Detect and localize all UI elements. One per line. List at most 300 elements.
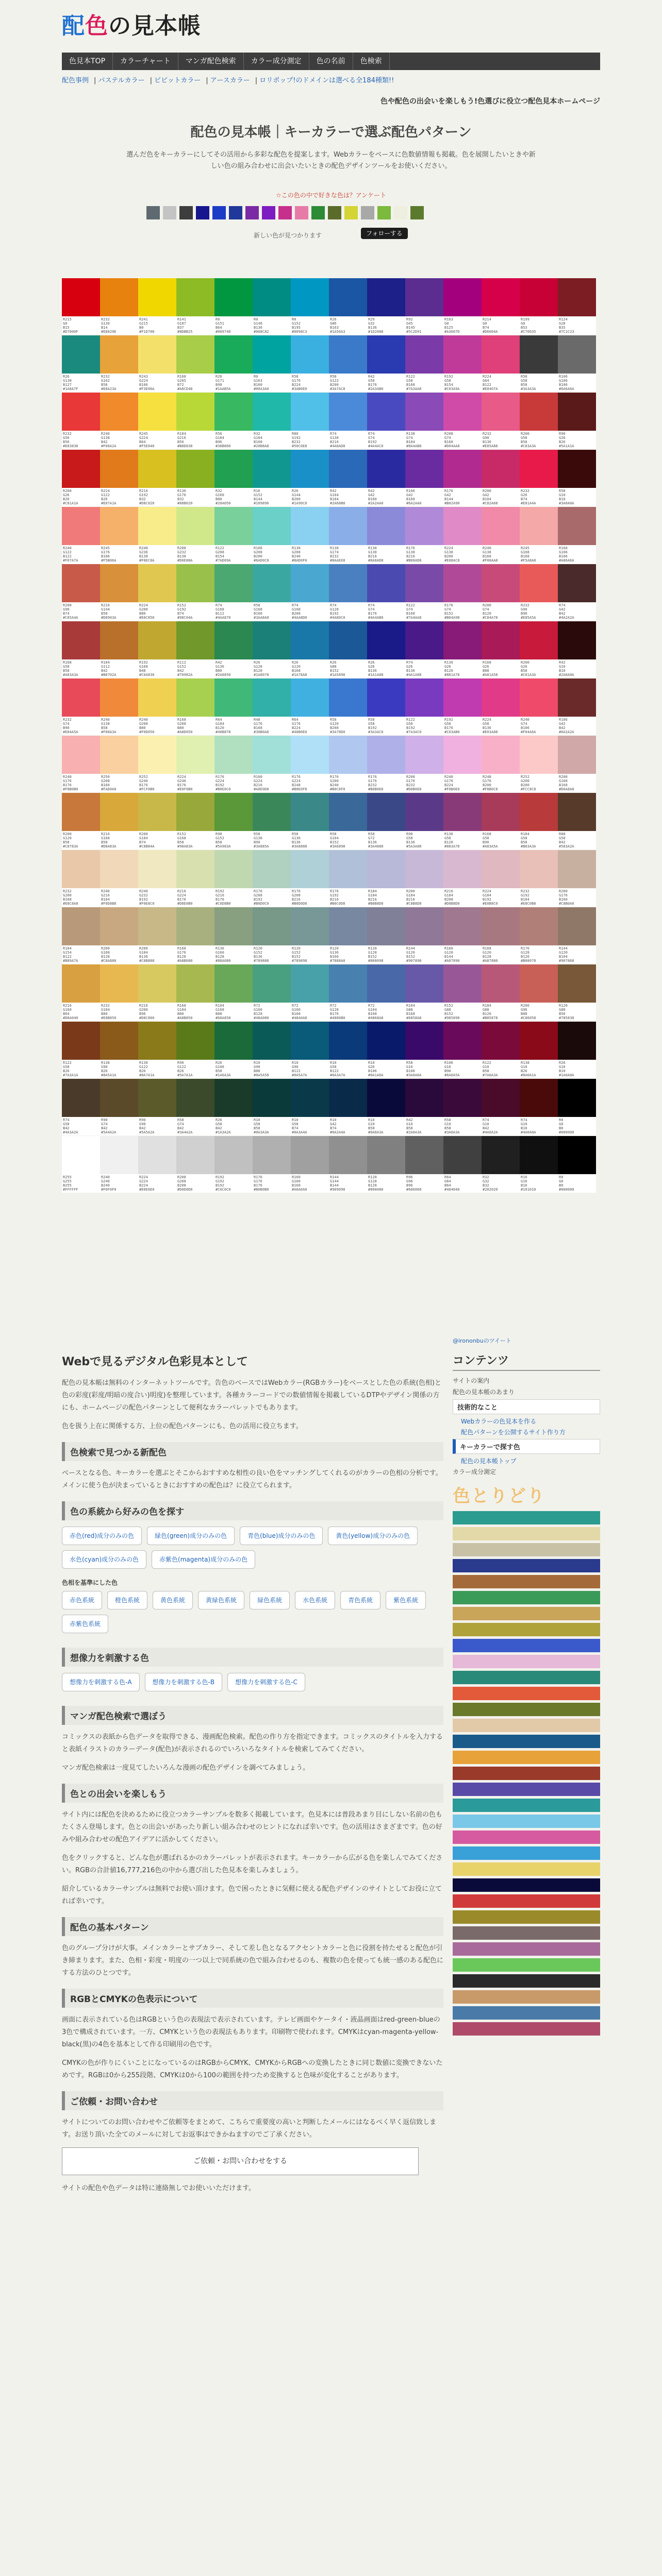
swatch-color[interactable] xyxy=(138,507,176,545)
swatch-color[interactable] xyxy=(138,1136,176,1174)
color-swatch[interactable] xyxy=(482,793,520,850)
sidebar-color-bar[interactable] xyxy=(453,1559,600,1572)
swatch-color[interactable] xyxy=(405,621,443,659)
color-swatch[interactable] xyxy=(176,1136,214,1193)
hue-magenta-button[interactable]: 赤紫色系統 xyxy=(62,1615,108,1633)
tweet-link[interactable]: @irononbuのツイート xyxy=(453,1337,511,1344)
favorite-color-swatch[interactable] xyxy=(328,206,341,219)
color-swatch[interactable] xyxy=(405,335,443,392)
swatch-color[interactable] xyxy=(443,964,482,1003)
sidebar-color-bar[interactable] xyxy=(453,1543,600,1556)
swatch-color[interactable] xyxy=(138,850,176,888)
color-swatch[interactable] xyxy=(291,736,329,792)
color-swatch[interactable] xyxy=(329,278,367,335)
color-swatch[interactable] xyxy=(520,335,558,392)
sidebar-sub-link[interactable]: Webカラーの色見本を作る xyxy=(461,1418,537,1425)
color-swatch[interactable] xyxy=(62,507,100,564)
swatch-color[interactable] xyxy=(405,964,443,1003)
color-swatch[interactable] xyxy=(291,564,329,621)
swatch-color[interactable] xyxy=(138,1079,176,1117)
swatch-color[interactable] xyxy=(520,393,558,431)
swatch-color[interactable] xyxy=(214,907,253,945)
swatch-color[interactable] xyxy=(62,964,100,1003)
color-swatch[interactable] xyxy=(482,621,520,678)
swatch-color[interactable] xyxy=(176,335,214,374)
color-swatch[interactable] xyxy=(520,793,558,850)
color-swatch[interactable] xyxy=(520,736,558,792)
color-swatch[interactable] xyxy=(138,393,176,449)
color-swatch[interactable] xyxy=(138,850,176,907)
color-swatch[interactable] xyxy=(558,621,596,678)
swatch-color[interactable] xyxy=(291,621,329,659)
swatch-color[interactable] xyxy=(176,793,214,831)
swatch-color[interactable] xyxy=(367,507,405,545)
color-swatch[interactable] xyxy=(329,964,367,1021)
swatch-color[interactable] xyxy=(443,507,482,545)
color-swatch[interactable] xyxy=(138,450,176,506)
swatch-color[interactable] xyxy=(138,278,176,316)
color-swatch[interactable] xyxy=(214,907,253,964)
swatch-color[interactable] xyxy=(482,964,520,1003)
color-swatch[interactable] xyxy=(367,450,405,506)
color-swatch[interactable] xyxy=(482,450,520,506)
swatch-color[interactable] xyxy=(443,278,482,316)
swatch-color[interactable] xyxy=(520,335,558,374)
color-swatch[interactable] xyxy=(214,621,253,678)
swatch-color[interactable] xyxy=(405,1079,443,1117)
color-swatch[interactable] xyxy=(138,793,176,850)
swatch-color[interactable] xyxy=(100,621,138,659)
swatch-color[interactable] xyxy=(520,850,558,888)
swatch-color[interactable] xyxy=(253,679,291,717)
color-swatch[interactable] xyxy=(100,335,138,392)
swatch-color[interactable] xyxy=(253,621,291,659)
swatch-color[interactable] xyxy=(443,679,482,717)
sidebar-color-bar[interactable] xyxy=(453,1990,600,2004)
swatch-color[interactable] xyxy=(367,393,405,431)
sidebar-color-bar[interactable] xyxy=(453,1910,600,1924)
swatch-color[interactable] xyxy=(214,850,253,888)
swatch-color[interactable] xyxy=(62,621,100,659)
swatch-color[interactable] xyxy=(253,1079,291,1117)
sidebar-color-bar[interactable] xyxy=(453,1815,600,1828)
swatch-color[interactable] xyxy=(176,564,214,602)
favorite-color-swatch[interactable] xyxy=(245,206,259,219)
swatch-color[interactable] xyxy=(176,1136,214,1174)
color-swatch[interactable] xyxy=(482,1136,520,1193)
color-swatch[interactable] xyxy=(176,850,214,907)
color-swatch[interactable] xyxy=(253,621,291,678)
color-swatch[interactable] xyxy=(62,564,100,621)
swatch-color[interactable] xyxy=(138,907,176,945)
color-swatch[interactable] xyxy=(405,278,443,335)
swatch-color[interactable] xyxy=(558,736,596,774)
color-swatch[interactable] xyxy=(482,335,520,392)
favorite-color-swatch[interactable] xyxy=(344,206,358,219)
swatch-color[interactable] xyxy=(291,964,329,1003)
favorite-color-swatch[interactable] xyxy=(212,206,226,219)
swatch-color[interactable] xyxy=(520,1022,558,1060)
swatch-color[interactable] xyxy=(291,736,329,774)
color-swatch[interactable] xyxy=(291,1022,329,1078)
swatch-color[interactable] xyxy=(329,278,367,316)
color-swatch[interactable] xyxy=(367,736,405,792)
color-swatch[interactable] xyxy=(253,679,291,735)
color-swatch[interactable] xyxy=(62,450,100,506)
sidebar-color-bar[interactable] xyxy=(453,1687,600,1700)
swatch-color[interactable] xyxy=(482,1079,520,1117)
color-swatch[interactable] xyxy=(558,1079,596,1136)
swatch-color[interactable] xyxy=(405,450,443,488)
sidebar-color-bar[interactable] xyxy=(453,1671,600,1684)
color-swatch[interactable] xyxy=(405,1079,443,1136)
swatch-color[interactable] xyxy=(62,736,100,774)
swatch-color[interactable] xyxy=(253,964,291,1003)
color-swatch[interactable] xyxy=(291,850,329,907)
color-swatch[interactable] xyxy=(329,1079,367,1136)
sidebar-box-keycolor[interactable]: キーカラーで探す色 xyxy=(453,1439,600,1454)
swatch-color[interactable] xyxy=(176,278,214,316)
swatch-color[interactable] xyxy=(482,907,520,945)
color-swatch[interactable] xyxy=(176,1022,214,1078)
swatch-color[interactable] xyxy=(100,335,138,374)
color-swatch[interactable] xyxy=(253,278,291,335)
swatch-color[interactable] xyxy=(520,1079,558,1117)
swatch-color[interactable] xyxy=(482,393,520,431)
color-swatch[interactable] xyxy=(62,278,100,335)
swatch-color[interactable] xyxy=(291,907,329,945)
swatch-color[interactable] xyxy=(329,621,367,659)
magenta-component-button[interactable]: 赤紫色(magenta)成分のみの色 xyxy=(152,1550,255,1569)
swatch-color[interactable] xyxy=(482,507,520,545)
color-swatch[interactable] xyxy=(520,1136,558,1193)
color-swatch[interactable] xyxy=(176,907,214,964)
swatch-color[interactable] xyxy=(62,793,100,831)
color-swatch[interactable] xyxy=(405,793,443,850)
favorite-color-swatch[interactable] xyxy=(311,206,325,219)
color-swatch[interactable] xyxy=(367,1022,405,1078)
swatch-color[interactable] xyxy=(405,278,443,316)
follow-button[interactable]: フォローする xyxy=(361,228,408,239)
color-swatch[interactable] xyxy=(367,793,405,850)
swatch-color[interactable] xyxy=(558,450,596,488)
color-swatch[interactable] xyxy=(520,1022,558,1078)
swatch-color[interactable] xyxy=(100,679,138,717)
color-swatch[interactable] xyxy=(214,736,253,792)
swatch-color[interactable] xyxy=(62,335,100,374)
swatch-color[interactable] xyxy=(367,1079,405,1117)
color-swatch[interactable] xyxy=(100,964,138,1021)
swatch-color[interactable] xyxy=(176,621,214,659)
color-swatch[interactable] xyxy=(367,907,405,964)
color-swatch[interactable] xyxy=(329,1136,367,1193)
swatch-color[interactable] xyxy=(138,393,176,431)
swatch-color[interactable] xyxy=(443,850,482,888)
contact-button[interactable]: ご依頼・お問い合わせをする xyxy=(62,2147,419,2175)
favorite-color-swatch[interactable] xyxy=(229,206,242,219)
swatch-color[interactable] xyxy=(443,564,482,602)
color-swatch[interactable] xyxy=(482,1022,520,1078)
color-swatch[interactable] xyxy=(291,964,329,1021)
swatch-color[interactable] xyxy=(329,564,367,602)
color-swatch[interactable] xyxy=(558,450,596,506)
color-swatch[interactable] xyxy=(291,1136,329,1193)
color-swatch[interactable] xyxy=(138,964,176,1021)
color-swatch[interactable] xyxy=(100,1079,138,1136)
color-swatch[interactable] xyxy=(100,278,138,335)
swatch-color[interactable] xyxy=(176,1079,214,1117)
color-swatch[interactable] xyxy=(176,736,214,792)
color-swatch[interactable] xyxy=(405,907,443,964)
subnav-examples[interactable]: 配色事例 xyxy=(62,77,89,84)
color-swatch[interactable] xyxy=(405,1022,443,1078)
color-swatch[interactable] xyxy=(100,907,138,964)
swatch-color[interactable] xyxy=(214,507,253,545)
color-swatch[interactable] xyxy=(367,964,405,1021)
hue-green-button[interactable]: 緑色系統 xyxy=(250,1591,290,1609)
color-swatch[interactable] xyxy=(253,907,291,964)
color-swatch[interactable] xyxy=(138,278,176,335)
swatch-color[interactable] xyxy=(520,793,558,831)
sidebar-color-bar[interactable] xyxy=(453,1878,600,1892)
color-swatch[interactable] xyxy=(558,1022,596,1078)
swatch-color[interactable] xyxy=(520,621,558,659)
swatch-color[interactable] xyxy=(482,278,520,316)
swatch-color[interactable] xyxy=(405,1022,443,1060)
color-swatch[interactable] xyxy=(329,564,367,621)
subnav-vivid[interactable]: ビビットカラー xyxy=(154,77,201,84)
color-swatch[interactable] xyxy=(176,1079,214,1136)
color-swatch[interactable] xyxy=(100,507,138,564)
swatch-color[interactable] xyxy=(558,1079,596,1117)
color-swatch[interactable] xyxy=(329,736,367,792)
color-swatch[interactable] xyxy=(214,564,253,621)
color-swatch[interactable] xyxy=(520,450,558,506)
swatch-color[interactable] xyxy=(520,564,558,602)
color-swatch[interactable] xyxy=(100,793,138,850)
swatch-color[interactable] xyxy=(62,278,100,316)
sidebar-color-bar[interactable] xyxy=(453,1751,600,1764)
hue-cyan-button[interactable]: 水色系統 xyxy=(295,1591,335,1609)
swatch-color[interactable] xyxy=(138,736,176,774)
swatch-color[interactable] xyxy=(443,393,482,431)
swatch-color[interactable] xyxy=(176,850,214,888)
swatch-color[interactable] xyxy=(62,450,100,488)
swatch-color[interactable] xyxy=(62,1022,100,1060)
swatch-color[interactable] xyxy=(405,793,443,831)
swatch-color[interactable] xyxy=(367,907,405,945)
swatch-color[interactable] xyxy=(291,564,329,602)
color-swatch[interactable] xyxy=(329,450,367,506)
swatch-color[interactable] xyxy=(138,1022,176,1060)
color-swatch[interactable] xyxy=(100,850,138,907)
swatch-color[interactable] xyxy=(367,679,405,717)
swatch-color[interactable] xyxy=(482,564,520,602)
swatch-color[interactable] xyxy=(62,393,100,431)
color-swatch[interactable] xyxy=(443,1136,482,1193)
sidebar-color-bar[interactable] xyxy=(453,2022,600,2036)
swatch-color[interactable] xyxy=(176,1022,214,1060)
color-swatch[interactable] xyxy=(558,393,596,449)
color-swatch[interactable] xyxy=(214,1079,253,1136)
color-swatch[interactable] xyxy=(253,507,291,564)
color-swatch[interactable] xyxy=(482,907,520,964)
hue-purple-button[interactable]: 紫色系統 xyxy=(386,1591,426,1609)
swatch-color[interactable] xyxy=(138,964,176,1003)
color-swatch[interactable] xyxy=(443,907,482,964)
nav-item-top[interactable]: 色見本TOP xyxy=(62,53,113,70)
color-swatch[interactable] xyxy=(214,393,253,449)
color-swatch[interactable] xyxy=(62,736,100,792)
color-swatch[interactable] xyxy=(62,793,100,850)
swatch-color[interactable] xyxy=(443,736,482,774)
color-swatch[interactable] xyxy=(291,621,329,678)
swatch-color[interactable] xyxy=(100,736,138,774)
sidebar-color-bar[interactable] xyxy=(453,1719,600,1732)
favorite-color-swatch[interactable] xyxy=(394,206,407,219)
color-swatch[interactable] xyxy=(405,736,443,792)
sidebar-color-bar[interactable] xyxy=(453,1639,600,1652)
swatch-color[interactable] xyxy=(482,679,520,717)
swatch-color[interactable] xyxy=(558,507,596,545)
blue-component-button[interactable]: 青色(blue)成分のみの色 xyxy=(240,1527,323,1545)
swatch-color[interactable] xyxy=(329,850,367,888)
color-swatch[interactable] xyxy=(405,679,443,735)
swatch-color[interactable] xyxy=(214,335,253,374)
color-swatch[interactable] xyxy=(367,679,405,735)
color-swatch[interactable] xyxy=(138,1079,176,1136)
swatch-color[interactable] xyxy=(520,278,558,316)
swatch-color[interactable] xyxy=(329,507,367,545)
swatch-color[interactable] xyxy=(443,1079,482,1117)
color-swatch[interactable] xyxy=(291,679,329,735)
yellow-component-button[interactable]: 黄色(yellow)成分のみの色 xyxy=(328,1527,418,1545)
color-swatch[interactable] xyxy=(558,564,596,621)
swatch-color[interactable] xyxy=(443,335,482,374)
swatch-color[interactable] xyxy=(329,1022,367,1060)
color-swatch[interactable] xyxy=(405,964,443,1021)
color-swatch[interactable] xyxy=(253,1136,291,1193)
color-swatch[interactable] xyxy=(138,1136,176,1193)
color-swatch[interactable] xyxy=(520,964,558,1021)
swatch-color[interactable] xyxy=(62,564,100,602)
swatch-color[interactable] xyxy=(558,278,596,316)
swatch-color[interactable] xyxy=(100,507,138,545)
sidebar-color-bar[interactable] xyxy=(453,1926,600,1940)
color-swatch[interactable] xyxy=(62,1022,100,1078)
swatch-color[interactable] xyxy=(329,1079,367,1117)
favorite-color-swatch[interactable] xyxy=(278,206,292,219)
color-swatch[interactable] xyxy=(520,907,558,964)
swatch-color[interactable] xyxy=(482,1136,520,1174)
color-swatch[interactable] xyxy=(558,736,596,792)
sidebar-color-bar[interactable] xyxy=(453,1846,600,1860)
swatch-color[interactable] xyxy=(367,450,405,488)
swatch-color[interactable] xyxy=(329,736,367,774)
swatch-color[interactable] xyxy=(558,793,596,831)
color-swatch[interactable] xyxy=(138,736,176,792)
color-swatch[interactable] xyxy=(100,393,138,449)
sidebar-color-bar[interactable] xyxy=(453,1799,600,1812)
color-swatch[interactable] xyxy=(367,1079,405,1136)
sidebar-color-bar[interactable] xyxy=(453,1591,600,1604)
swatch-color[interactable] xyxy=(62,1079,100,1117)
color-swatch[interactable] xyxy=(482,393,520,449)
swatch-color[interactable] xyxy=(214,1079,253,1117)
color-swatch[interactable] xyxy=(253,450,291,506)
swatch-color[interactable] xyxy=(482,450,520,488)
swatch-color[interactable] xyxy=(443,907,482,945)
swatch-color[interactable] xyxy=(253,907,291,945)
color-swatch[interactable] xyxy=(443,393,482,449)
color-swatch[interactable] xyxy=(214,1136,253,1193)
swatch-color[interactable] xyxy=(367,564,405,602)
color-swatch[interactable] xyxy=(443,621,482,678)
red-component-button[interactable]: 赤色(red)成分のみの色 xyxy=(62,1527,142,1545)
favorite-survey-link[interactable]: ☆この色の中で好きな色は？アンケート xyxy=(275,192,387,199)
swatch-color[interactable] xyxy=(176,964,214,1003)
color-swatch[interactable] xyxy=(138,1022,176,1078)
color-swatch[interactable] xyxy=(367,393,405,449)
swatch-color[interactable] xyxy=(138,679,176,717)
color-swatch[interactable] xyxy=(367,850,405,907)
swatch-color[interactable] xyxy=(138,450,176,488)
swatch-color[interactable] xyxy=(214,393,253,431)
swatch-color[interactable] xyxy=(138,793,176,831)
color-swatch[interactable] xyxy=(253,793,291,850)
sidebar-sub-link[interactable]: 配色の見本帳トップ xyxy=(461,1458,517,1465)
color-swatch[interactable] xyxy=(443,1079,482,1136)
sidebar-color-bar[interactable] xyxy=(453,1958,600,1972)
favorite-color-swatch[interactable] xyxy=(410,206,424,219)
subnav-pastel[interactable]: パステルカラー xyxy=(98,77,145,84)
nav-item-measure[interactable]: カラー成分測定 xyxy=(244,53,309,70)
sidebar-color-bar[interactable] xyxy=(453,1862,600,1876)
color-swatch[interactable] xyxy=(100,679,138,735)
swatch-color[interactable] xyxy=(214,793,253,831)
swatch-color[interactable] xyxy=(558,679,596,717)
color-swatch[interactable] xyxy=(100,621,138,678)
color-swatch[interactable] xyxy=(138,507,176,564)
color-swatch[interactable] xyxy=(291,507,329,564)
swatch-color[interactable] xyxy=(558,907,596,945)
swatch-color[interactable] xyxy=(329,1136,367,1174)
hue-orange-button[interactable]: 橙色系統 xyxy=(107,1591,147,1609)
swatch-color[interactable] xyxy=(291,1079,329,1117)
color-swatch[interactable] xyxy=(329,793,367,850)
swatch-color[interactable] xyxy=(100,278,138,316)
swatch-color[interactable] xyxy=(138,564,176,602)
favorite-color-swatch[interactable] xyxy=(146,206,160,219)
swatch-color[interactable] xyxy=(176,907,214,945)
swatch-color[interactable] xyxy=(62,507,100,545)
swatch-color[interactable] xyxy=(367,964,405,1003)
sidebar-link[interactable]: 配色の見本帳のあまり xyxy=(453,1388,515,1396)
swatch-color[interactable] xyxy=(176,450,214,488)
swatch-color[interactable] xyxy=(253,850,291,888)
swatch-color[interactable] xyxy=(291,335,329,374)
swatch-color[interactable] xyxy=(176,507,214,545)
swatch-color[interactable] xyxy=(405,1136,443,1174)
color-swatch[interactable] xyxy=(62,393,100,449)
swatch-color[interactable] xyxy=(367,850,405,888)
color-swatch[interactable] xyxy=(405,393,443,449)
swatch-color[interactable] xyxy=(253,793,291,831)
swatch-color[interactable] xyxy=(253,450,291,488)
color-swatch[interactable] xyxy=(329,507,367,564)
sidebar-color-bar[interactable] xyxy=(453,1942,600,1956)
color-swatch[interactable] xyxy=(443,736,482,792)
